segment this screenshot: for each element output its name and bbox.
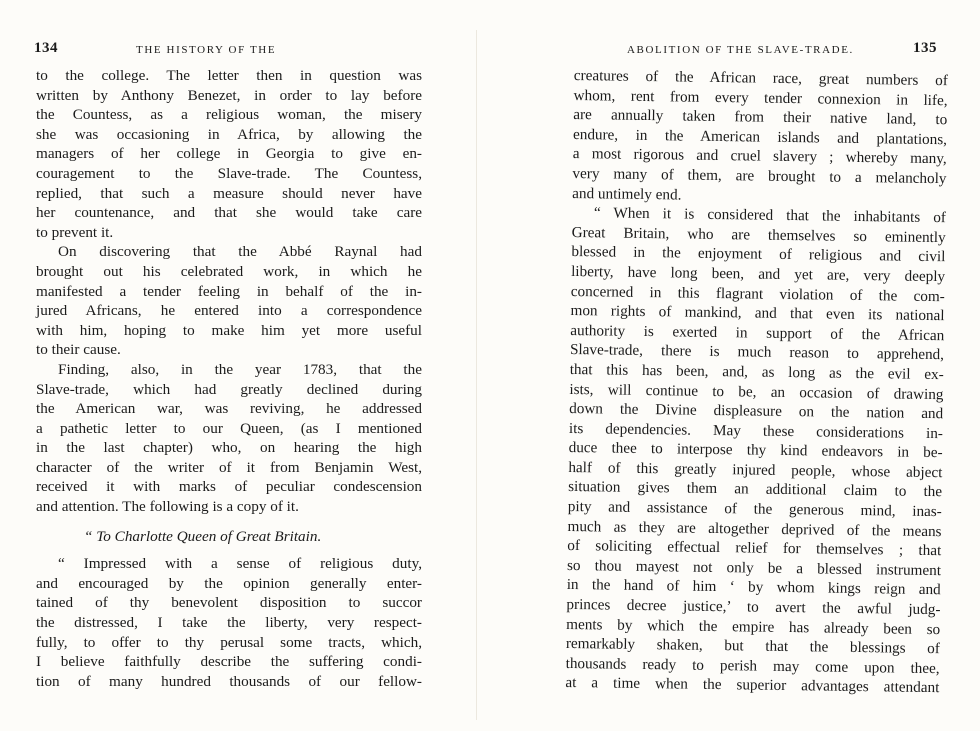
text-line: pity and assistance of the generous mind, inas-: [567, 498, 942, 521]
text-line: “ Impressed with a sense of religious duty,: [58, 555, 422, 573]
text-line: her countenance, and that she would take care: [36, 204, 422, 222]
text-line: authority is exerted in support of the African: [570, 321, 945, 344]
text-line: ists, will continue to be, an occasion of drawing: [569, 380, 944, 403]
text-line: the distressed, I take the liberty, very respect-: [36, 614, 422, 632]
text-line: endure, in the American islands and plantations,: [572, 125, 948, 148]
running-head-right: [627, 40, 937, 62]
text-line: jured Africans, he entered into a correspondence: [36, 302, 422, 320]
text-line: in the hand of him ‘ by whom kings reign and: [566, 576, 941, 599]
text-line: written by Anthony Benezet, in order to lay before: [36, 86, 422, 104]
text-line: creatures of the African race, great numbers of: [573, 66, 948, 90]
text-line: mon rights of mankind, and that even its national: [570, 302, 945, 325]
text-line: are annually taken from their native land, to: [573, 106, 948, 129]
text-line: situation gives them an additional claim to the: [568, 478, 943, 501]
book-gutter: [476, 30, 477, 720]
text-line: ments by which the empire has already been so: [566, 615, 941, 638]
text-line: fully, to offer to thy perusal some tracts, which,: [36, 633, 422, 651]
text-line: manifested a tender feeling in behalf of the in-: [36, 282, 422, 300]
text-line: I believe faithfully describe the suffering condi-: [36, 653, 422, 671]
text-line: so thou mayest not only be a blessed instrument: [566, 556, 942, 580]
letter-salutation: “ To Charlotte Queen of Great Britain.: [84, 527, 322, 545]
text-line: Finding, also, in the year 1783, that the: [58, 360, 422, 378]
text-line: to the college. The letter then in question was: [36, 67, 422, 84]
text-line: whom, rent from every tender connexion in life,: [573, 86, 948, 109]
text-line: down the Divine displeasure on the nation and: [569, 400, 944, 423]
text-line: its dependencies. May these considerations in-: [568, 419, 944, 442]
text-line: liberty, have long been, and yet are, very deeply: [571, 262, 946, 286]
text-line: “ When it is considered that the inhabitants of: [593, 204, 947, 227]
text-line: duce thee to interpose thy kind endeavors in be-: [568, 439, 943, 462]
text-line: a pathetic letter to our Queen, (as I mentioned: [36, 419, 422, 437]
text-line: received it with marks of peculiar condescension: [36, 478, 422, 496]
text-line: to prevent it.: [36, 223, 114, 241]
text-line: she was occasioning in Africa, by allowing the: [36, 125, 422, 143]
text-line: Slave-trade, there is much reason to apprehend,: [569, 341, 945, 364]
text-line: Great Britain, who are themselves so eminently: [571, 223, 946, 246]
text-line: and untimely end.: [572, 184, 682, 204]
text-line: character of the writer of it from Benjamin West,: [36, 458, 422, 476]
running-title-left: THE HISTORY OF THE: [136, 44, 277, 56]
text-line: much as they are altogether deprived of the means: [567, 517, 942, 540]
text-line: tained of thy benevolent disposition to succor: [36, 594, 422, 612]
text-line: managers of her college in Georgia to give en-: [36, 145, 422, 163]
text-line: of soliciting effectual relief for themselves ; that: [567, 537, 942, 560]
text-line: replied, that such a measure should never have: [36, 184, 422, 202]
right-page: [490, 0, 980, 731]
text-line: the American war, was reviving, he addressed: [36, 400, 422, 418]
page-number-left: 134: [34, 40, 58, 56]
text-line: blessed in the enjoyment of religious and civil: [571, 243, 946, 266]
text-line: couragement to the Slave-trade. The Countess,: [36, 164, 422, 182]
text-line: concerned in this flagrant violation of the com-: [570, 282, 945, 305]
page-number-right: 135: [913, 40, 937, 56]
text-line: and attention. The following is a copy of it.: [36, 498, 299, 516]
right-page-body: [565, 66, 948, 698]
text-line: princes decree justice,’ to avert the awful judg-: [566, 595, 941, 619]
text-line: brought out his celebrated work, in which he: [36, 262, 422, 280]
text-line: in the last chapter) who, on hearing the high: [36, 439, 422, 457]
text-line: remarkably shaken, but that the blessings of: [565, 635, 941, 658]
text-line: a most rigorous and cruel slavery ; whereby many,: [572, 145, 947, 168]
left-page-body: [36, 66, 422, 691]
text-line: the Countess, as a religious woman, the misery: [36, 106, 422, 124]
text-line: thousands ready to perish may come upon thee,: [565, 654, 940, 677]
running-head-left: [34, 40, 424, 62]
text-line: at a time when the superior advantages attendant: [565, 674, 940, 697]
left-page: [0, 0, 470, 731]
text-line: very many of them, are brought to a melancholy: [572, 164, 947, 188]
text-line: with him, hoping to make him yet more useful: [36, 321, 422, 339]
running-title-right: ABOLITION OF THE SLAVE-TRADE.: [627, 44, 854, 56]
text-line: to their cause.: [36, 341, 121, 359]
text-line: Slave-trade, which had greatly declined during: [36, 380, 422, 398]
text-line: On discovering that the Abbé Raynal had: [58, 243, 422, 261]
text-line: half of this greatly injured people, whose abject: [568, 458, 943, 482]
text-line: that this has been, and, as long as the evil ex-: [569, 360, 944, 384]
text-line: tion of many hundred thousands of our fellow-: [36, 672, 422, 690]
text-line: and encouraged by the opinion generally enter-: [36, 574, 422, 592]
